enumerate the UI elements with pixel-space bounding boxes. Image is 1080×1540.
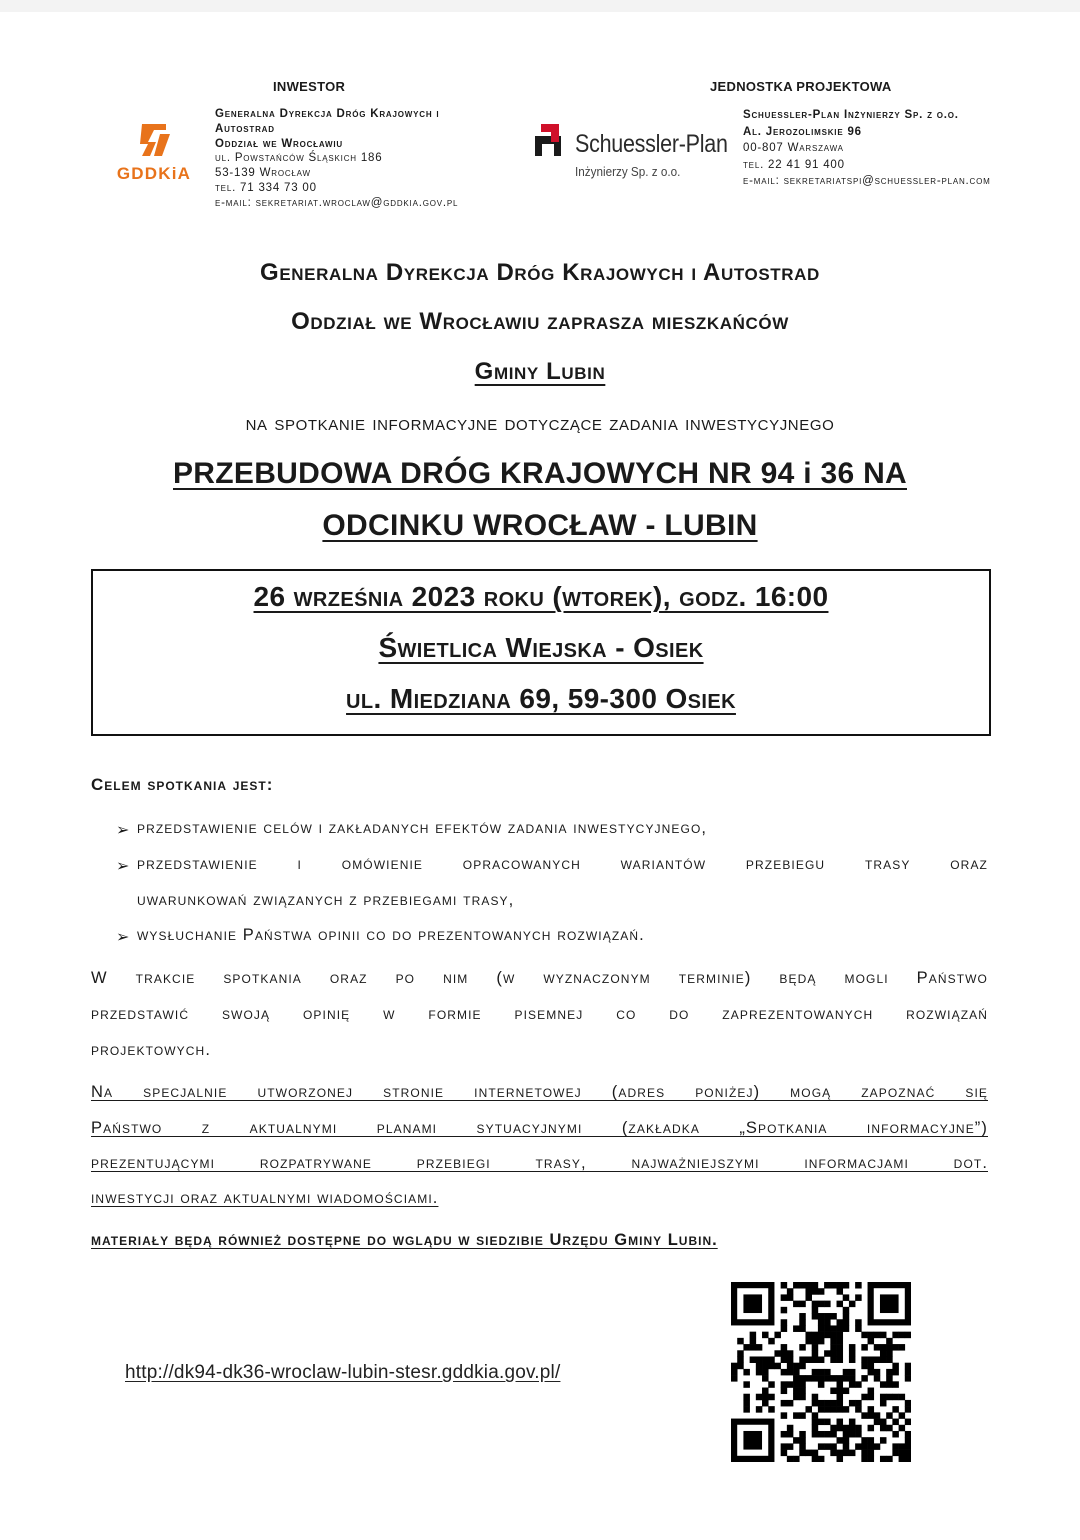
designer-email: e-mail: sekretariatspi@schuessler-plan.com <box>743 175 991 187</box>
materials-note: materiały będą również dostępne do wglądu w siedzibie Urzędu Gminy Lubin. <box>91 1231 718 1249</box>
investor-address-line: 53-139 Wrocław <box>215 167 311 180</box>
gddkia-logo-text: GDDKiA <box>116 164 192 183</box>
paragraph-2-line: Państwo z aktualnymi planami sytuacyjnymi (zakładka „Spotkania informacyjne”) <box>91 1119 988 1137</box>
investor-address-line: Oddział we Wrocławiu <box>215 137 343 150</box>
paragraph-1-line: przedstawić swoją opinię w formie pisemnej co do zaprezentowanych rozwiązań <box>91 1005 988 1023</box>
investor-address-line: ul. Powstańców Śląskich 186 <box>215 152 383 165</box>
project-title-line-1: PRZEBUDOWA DRÓG KRAJOWYCH NR 94 i 36 NA <box>173 457 907 490</box>
top-strip <box>0 0 1080 12</box>
invitation-line-2: Oddział we Wrocławiu zaprasza mieszkańców <box>291 308 789 335</box>
invitation-line-1: Generalna Dyrekcja Dróg Krajowych i Autostrad <box>260 259 820 286</box>
schuessler-plan-sub: Inżynierzy Sp. z o.o. <box>575 164 681 179</box>
designer-address <box>743 107 991 190</box>
bullet-arrow-icon: ➢ <box>116 822 130 839</box>
designer-address-line: tel. 22 41 91 400 <box>743 158 845 171</box>
gddkia-logo <box>104 120 204 182</box>
investor-address <box>215 107 458 211</box>
schuessler-plan-emblem-icon <box>533 124 567 158</box>
investor-email: e-mail: sekretariat.wroclaw@gddkia.gov.pl <box>215 196 459 209</box>
event-address: ul. Miedziana 69, 59-300 Osiek <box>346 683 736 714</box>
invitation-gmina: Gminy Lubin <box>474 358 606 385</box>
schuessler-plan-name: Schuessler-Plan <box>575 130 728 158</box>
goal-item-2-cont: uwarunkowań związanych z przebiegami trasy, <box>137 891 515 909</box>
investor-address-line: Generalna Dyrekcja Dróg Krajowych i <box>215 108 440 120</box>
event-place: Świetlica Wiejska - Osiek <box>378 632 704 663</box>
paragraph-1-line: W trakcie spotkania oraz po nim (w wyznaczonym terminie) będą mogli Państwo <box>91 969 988 987</box>
bullet-arrow-icon: ➢ <box>116 858 130 875</box>
designer-address-line: Al. Jerozolimskie 96 <box>743 125 862 138</box>
goals-heading: Celem spotkania jest: <box>91 775 274 794</box>
bullet-arrow-icon: ➢ <box>116 929 130 946</box>
designer-address-line: Schuessler-Plan Inżynierzy Sp. z o.o. <box>743 109 959 121</box>
paragraph-2-line: inwestycji oraz aktualnymi wiadomościami. <box>91 1189 439 1207</box>
schuessler-plan-logo <box>533 124 733 184</box>
event-details-box <box>91 569 991 736</box>
designer-label: JEDNOSTKA PROJEKTOWA <box>710 79 892 94</box>
gddkia-emblem-icon <box>104 120 204 164</box>
qr-code[interactable] <box>731 1282 911 1462</box>
paragraph-2-line: Na specjalnie utworzonej stronie internetowej (adres poniżej) mogą zapoznać się <box>91 1083 988 1101</box>
paragraph-1-line: projektowych. <box>91 1041 212 1059</box>
event-date: 26 września 2023 roku (wtorek), godz. 16:00 <box>253 581 829 612</box>
investor-address-line: tel. 71 334 73 00 <box>215 181 317 194</box>
project-title-line-2: ODCINKU WROCŁAW - LUBIN <box>322 509 758 542</box>
designer-address-line: 00-807 Warszawa <box>743 142 844 154</box>
goal-item-2: przedstawienie i omówienie opracowanych wariantów przebiegu trasy oraz <box>137 855 988 873</box>
qr-code-icon <box>731 1282 911 1462</box>
investor-label: INWESTOR <box>273 79 346 94</box>
website-link[interactable]: http://dk94-dk36-wroclaw-lubin-stesr.gddkia.gov.pl/ <box>125 1362 561 1383</box>
goal-item-1: przedstawienie celów i zakładanych efektów zadania inwestycyjnego, <box>137 819 708 837</box>
invitation-line-4: na spotkanie informacyjne dotyczące zadania inwestycyjnego <box>245 410 835 435</box>
investor-address-line: Autostrad <box>215 122 275 135</box>
goal-item-3: wysłuchanie Państwa opinii co do prezentowanych rozwiązań. <box>137 926 645 944</box>
paragraph-2-line: prezentującymi rozpatrywane przebiegi trasy, najważniejszymi informacjami dot. <box>91 1154 988 1172</box>
